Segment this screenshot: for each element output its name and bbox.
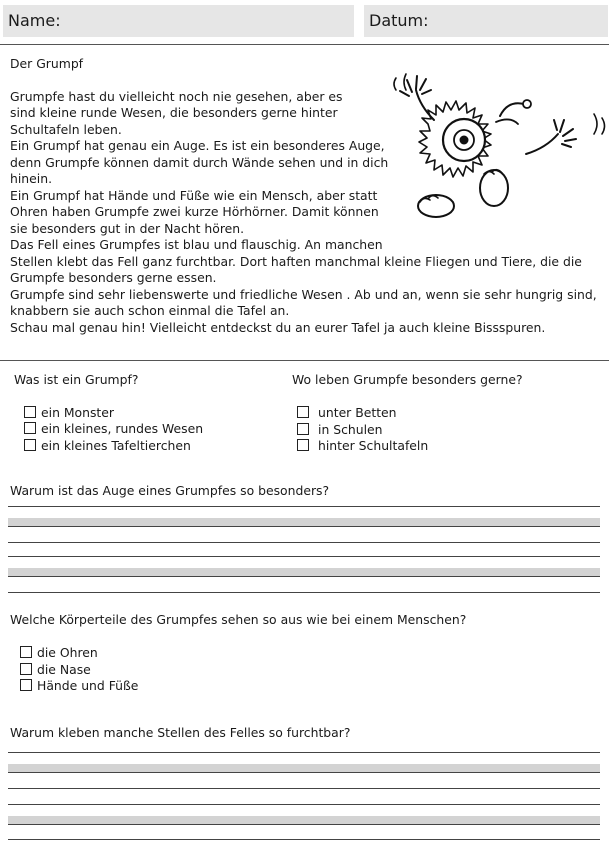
story-line: Ein Grumpf hat genau ein Auge. Es ist ein besonderes Auge, — [10, 138, 385, 153]
checkbox[interactable] — [297, 423, 309, 435]
checkbox[interactable] — [24, 439, 36, 451]
story-line: Ein Grumpf hat Hände und Füße wie ein Mensch, aber statt — [10, 187, 378, 203]
writing-lines-eye[interactable] — [8, 506, 600, 596]
story-line: Stellen klebt das Fell ganz furchtbar. Dort haften manchmal kleine Fliegen und Tiere, die die — [10, 253, 582, 269]
writing-lines-fur[interactable] — [8, 752, 600, 842]
checkbox[interactable] — [24, 422, 36, 434]
option-nose[interactable] — [20, 661, 91, 677]
story-line: sie besonders gut in der Nacht hören. — [10, 220, 245, 236]
date-label: Datum: — [369, 11, 429, 30]
option-small-round-creature[interactable] — [24, 420, 203, 436]
story-line: knabbern sie auch schon einmal die Tafel an. — [10, 303, 290, 318]
checkbox[interactable] — [297, 439, 309, 451]
option-label: ein kleines Tafeltierchen — [41, 437, 191, 453]
story-line: hinein. — [10, 171, 53, 186]
story-line: Schau mal genau hin! Vielleicht entdeckst du an eurer Tafel ja auch kleine Bissspuren. — [10, 319, 546, 335]
question-what-is-grumpf: Was ist ein Grumpf? — [14, 372, 139, 387]
option-label: ein Monster — [41, 404, 115, 420]
grumpf-monster-illustration — [376, 56, 608, 226]
story-line: Das Fell eines Grumpfes ist blau und flauschig. An manchen — [10, 237, 383, 252]
option-behind-boards[interactable] — [297, 437, 428, 453]
option-hands-feet[interactable] — [20, 677, 138, 693]
question-eye: Warum ist das Auge eines Grumpfes so besonders? — [10, 483, 330, 498]
section-divider — [0, 360, 609, 361]
option-in-schools[interactable] — [297, 421, 383, 437]
checkbox[interactable] — [297, 406, 309, 418]
story-line: Schultafeln leben. — [10, 121, 122, 137]
question-sticky-fur: Warum kleben manche Stellen des Felles so furchtbar? — [10, 725, 351, 740]
option-label: unter Betten — [318, 404, 397, 420]
story-line: Grumpfe sind sehr liebenswerte und friedliche Wesen . Ab und an, wenn sie sehr hungrig sind, — [10, 286, 597, 302]
question-body-parts: Welche Körperteile des Grumpfes sehen so aus wie bei einem Menschen? — [10, 612, 467, 627]
story-line: sind kleine runde Wesen, die besonders gerne hinter — [10, 105, 338, 120]
option-board-creature[interactable] — [24, 437, 191, 453]
option-label: hinter Schultafeln — [318, 437, 429, 453]
question-where-live: Wo leben Grumpfe besonders gerne? — [292, 372, 523, 387]
option-label: in Schulen — [318, 421, 383, 437]
story-line: Grumpfe hast du vielleicht noch nie gesehen, aber es — [10, 88, 343, 104]
option-label: Hände und Füße — [37, 677, 139, 693]
header-divider — [0, 44, 609, 45]
story-line: denn Grumpfe können damit durch Wände sehen und in dich — [10, 154, 389, 170]
checkbox[interactable] — [24, 406, 36, 418]
checkbox[interactable] — [20, 663, 32, 675]
option-ears[interactable] — [20, 644, 98, 660]
story-line: Ohren haben Grumpfe zwei kurze Hörhörner. Damit können — [10, 204, 379, 219]
option-under-beds[interactable] — [297, 404, 397, 420]
date-field[interactable] — [364, 5, 608, 37]
story-title: Der Grumpf — [10, 56, 84, 71]
story-line: Grumpfe besonders gerne essen. — [10, 270, 217, 285]
name-label: Name: — [8, 11, 61, 30]
checkbox[interactable] — [20, 679, 32, 691]
name-field[interactable] — [3, 5, 354, 37]
option-label: die Ohren — [37, 644, 98, 660]
option-monster[interactable] — [24, 404, 114, 420]
option-label: die Nase — [37, 661, 91, 677]
option-label: ein kleines, rundes Wesen — [41, 420, 204, 436]
checkbox[interactable] — [20, 646, 32, 658]
